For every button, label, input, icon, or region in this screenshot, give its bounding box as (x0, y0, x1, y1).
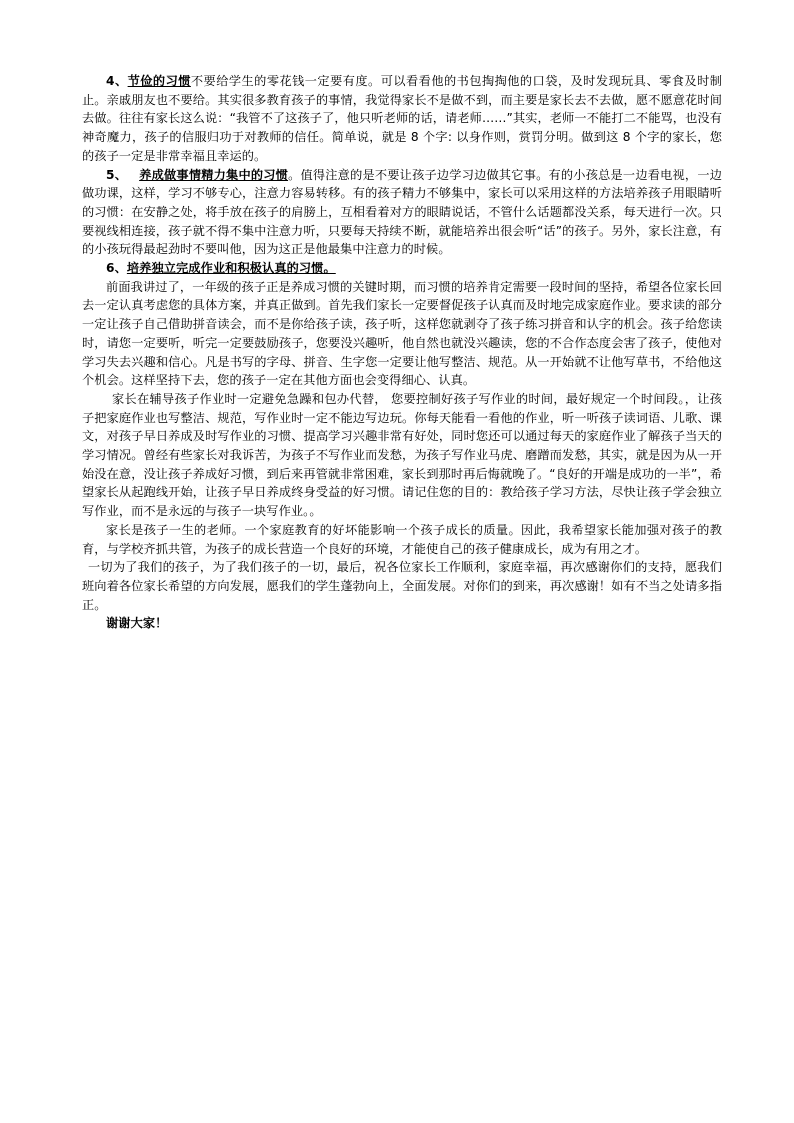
section-6-title: 培养独立完成作业和积极认真的习惯。 (126, 261, 336, 276)
section-5-number: 5、 (106, 167, 128, 182)
section-4-number: 4、 (106, 74, 128, 88)
section-6-paragraph-2: 家长在辅导孩子作业时一定避免急躁和包办代替， 您要控制好孩子写作业的时间，最好规定一个时间段。，让孩子把家庭作业也写整洁、规范，写作业时一定不能边写边玩。你每天能看一看他的作业，听一听孩子读词语、儿歌、课文，对孩子早日养成及时写作业的习惯、提高学习兴趣非常有好处，同时您还可以通过每天的家庭作业了解孩子当天的学习情况。曾经有些家长对我诉苦，为孩子不写作业而发愁，为孩子写作业马虎、磨蹭而发愁，其实，就是因为从一开始没在意，没让孩子养成好习惯，到后来再管就非常困难，家长到那时再后悔就晚了。“良好的开端是成功的一半”，希望家长从起跑线开始，让孩子早日养成终身受益的好习惯。请记住您的目的：教给孩子学习方法，尽快让孩子学会独立写作业，而不是永远的与孩子一块写作业。。 (82, 391, 722, 519)
closing-paragraph-2: 一切为了我们的孩子，为了我们孩子的一切，最后，祝各位家长工作顺利，家庭幸福，再次感谢你们的支持，愿我们班向着各位家长希望的方向发展，愿我们的学生蓬勃向上，全面发展。对你们的到来，再次感谢！如有不当之处请多指正。 (82, 560, 722, 612)
section-6-heading (82, 259, 722, 278)
section-4-title: 节俭的习惯 (127, 74, 191, 88)
document-page (82, 72, 722, 633)
section-4-paragraph (82, 72, 722, 166)
section-6-number: 6、 (106, 261, 127, 276)
section-5-title: 养成做事情精力集中的习惯 (139, 167, 289, 182)
thanks-line: 谢谢大家！ (106, 616, 168, 631)
section-6-paragraph-1: 前面我讲过了，一年级的孩子正是养成习惯的关键时期，而习惯的培养肯定需要一段时间的坚持，希望各位家长回去一定认真考虑您的具体方案，并真正做到。首先我们家长一定要督促孩子认真而及时地完成家庭作业。要求读的部分一定让孩子自己借助拼音读会，而不是你给孩子读，孩子听，这样您就剥夺了孩子练习拼音和认字的机会。孩子给您读时，请您一定要听，听完一定要鼓励孩子，您要没兴趣听，他自然也就没兴趣读，您的不合作态度会害了孩子，使他对学习失去兴趣和信心。凡是书写的字母、拼音、生字您一定要让他写整洁、规范。从一开始就不让他写草书，不给他这个机会。这样坚持下去，您的孩子一定在其他方面也会变得细心、认真。 (82, 279, 722, 388)
section-5-body: 。值得注意的是不要让孩子边学习边做其它事。有的小孩总是一边看电视，一边做功课，这样，学习不够专心，注意力容易转移。有的孩子精力不够集中，家长可以采用这样的方法培养孩子用眼睛听的习惯：在安静之处，将手放在孩子的肩膀上，互相看着对方的眼睛说话，不管什么话题都没关系，每天进行一次。只要视线相连接，孩子就不得不集中注意力听，只要每天持续不断，就能培养出很会听“话”的孩子。另外，家长注意，有的小孩玩得最起劲时不要叫他，因为这正是他最集中注意力的时候。 (82, 167, 723, 257)
section-5-paragraph (82, 166, 722, 260)
section-4-body: 不要给学生的零花钱一定要有度。可以看看他的书包掏掏他的口袋，及时发现玩具、零食及时制止。亲戚朋友也不要给。其实很多教育孩子的事情，我觉得家长不是做不到，而主要是家长去不去做，愿不愿意花时间去做。往往有家长这么说：“我管不了这孩子了，他只听老师的话，请老师……”其实，老师一不能打二不能骂，也没有神奇魔力，孩子的信服归功于对教师的信任。简单说，就是 8 个字: 以身作则，赏罚分明。做到这 8 个字的家长，您的孩子一定是非常幸福且幸运的。 (82, 74, 723, 163)
closing-paragraph-1: 家长是孩子一生的老师。一个家庭教育的好坏能影响一个孩子成长的质量。因此，我希望家长能加强对孩子的教育，与学校齐抓共管，为孩子的成长营造一个良好的环境，才能使自己的孩子健康成长，成为有用之才。 (82, 522, 722, 556)
